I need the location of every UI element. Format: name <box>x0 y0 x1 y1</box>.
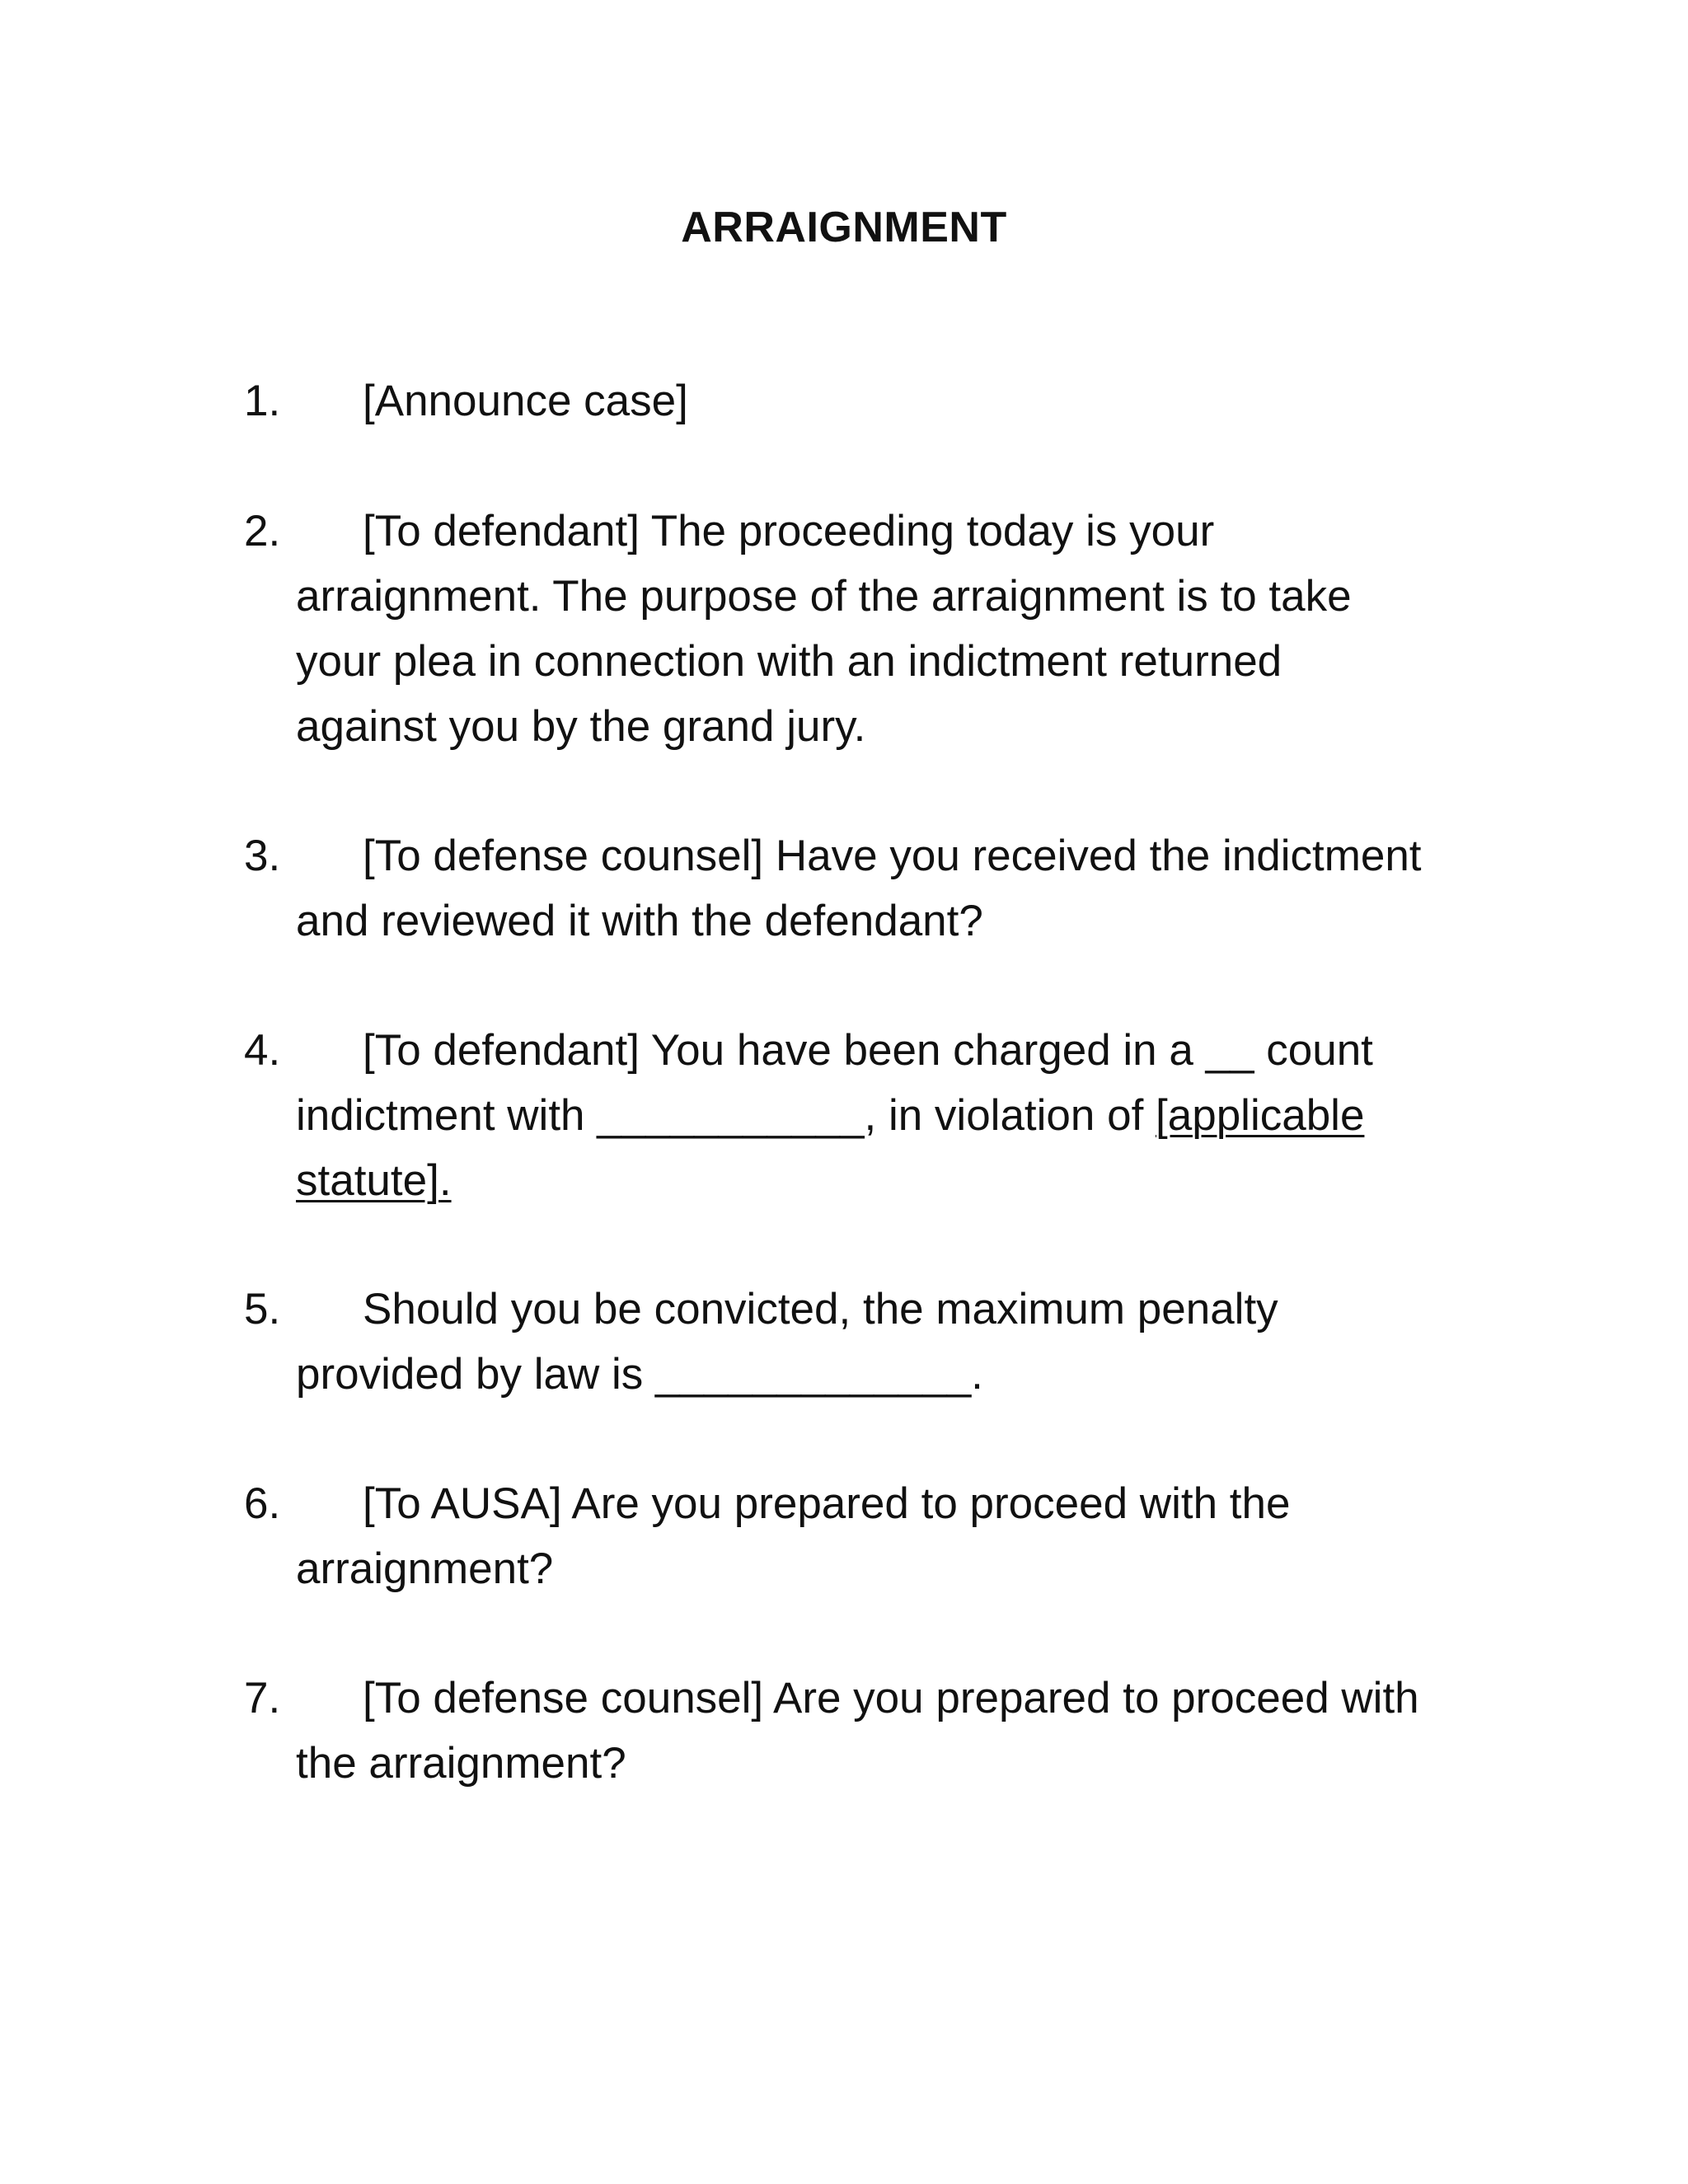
item-number: 7. <box>244 1674 281 1722</box>
list-item-line <box>244 368 1480 434</box>
list-item-1 <box>244 368 1480 434</box>
item-text: [To defense counsel] Are you prepared to proceed with <box>363 1674 1419 1722</box>
statute-placeholder: statute]. <box>296 1156 452 1205</box>
list-item-line: against you by the grand jury. <box>296 702 866 751</box>
list-item-5 <box>244 1277 1480 1407</box>
list-item-line: arraignment. The purpose of the arraignment is to take <box>296 572 1352 621</box>
list-item-line: arraignment? <box>296 1544 554 1593</box>
list-item-line <box>244 1148 1480 1213</box>
list-item-line: the arraignment? <box>296 1739 626 1788</box>
list-item-line <box>244 823 1480 888</box>
list-item-line <box>244 1083 1480 1148</box>
item-number: 1. <box>244 377 281 425</box>
list-item-line <box>244 1018 1480 1083</box>
item-text: [To AUSA] Are you prepared to proceed with the <box>363 1479 1291 1528</box>
list-item-7 <box>244 1666 1480 1796</box>
item-text: [To defense counsel] Have you received the indictment <box>363 832 1422 880</box>
list-item-line: your plea in connection with an indictment returned <box>296 637 1282 686</box>
item-text: indictment with ___________, in violation of <box>296 1091 1156 1140</box>
list-item-line <box>244 1277 1480 1342</box>
list-item-line <box>244 1666 1480 1731</box>
item-text: [To defendant] You have been charged in a __ count <box>363 1026 1373 1075</box>
list-item-line <box>244 499 1480 564</box>
page-title: ARRAIGNMENT <box>681 204 1007 251</box>
list-item-6 <box>244 1471 1480 1601</box>
item-text: [Announce case] <box>363 377 688 425</box>
list-item-4 <box>244 1018 1480 1213</box>
item-number: 3. <box>244 832 281 880</box>
list-item-2 <box>244 499 1480 759</box>
item-text: Should you be convicted, the maximum penalty <box>363 1285 1278 1333</box>
list-item-line <box>244 1471 1480 1536</box>
item-number: 2. <box>244 507 281 555</box>
item-number: 4. <box>244 1026 281 1075</box>
statute-placeholder: [applicable <box>1156 1091 1365 1140</box>
list-item-3 <box>244 823 1480 954</box>
item-text: [To defendant] The proceeding today is your <box>363 507 1215 555</box>
list-item-line: and reviewed it with the defendant? <box>296 897 983 945</box>
list-item-line: provided by law is _____________. <box>296 1350 983 1399</box>
item-number: 6. <box>244 1479 281 1528</box>
item-number: 5. <box>244 1285 281 1333</box>
